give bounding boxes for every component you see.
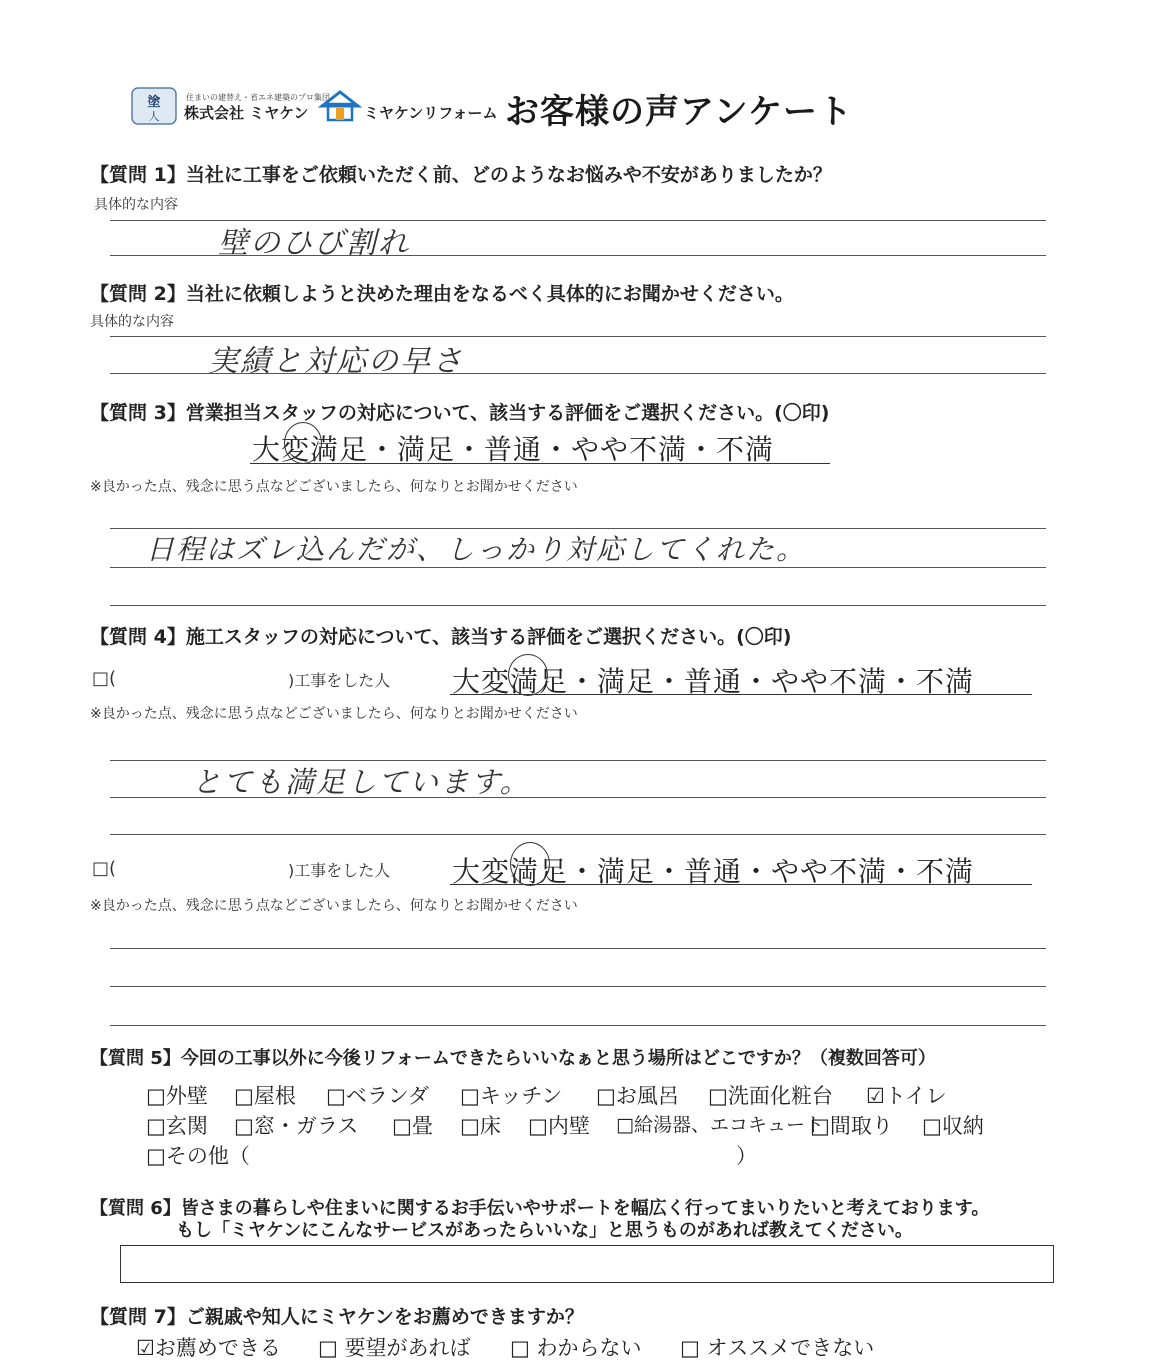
q4-worker1-note: ※良かった点、残念に思う点などございましたら、何なりとお聞かせください [90,706,578,722]
q7-option-recommend[interactable]: ☑お薦めできる [136,1336,281,1360]
q7-option-unknown[interactable]: □ わからない [510,1336,642,1360]
q7-label: 【質問 7】ご親戚や知人にミヤケンをお薦めできますか？ [90,1306,584,1328]
q7-option-if-requested[interactable]: □ 要望があれば [318,1336,471,1360]
q3-answer: 日程はズレ込んだが、しっかり対応してくれた。 [146,533,807,566]
q2-sub: 具体的な内容 [90,314,174,330]
q4-worker2-note: ※良かった点、残念に思う点などございましたら、何なりとお聞かせください [90,898,578,914]
q5-option-shuno[interactable]: □収納 [922,1114,984,1138]
q1-rule-bottom [110,255,1046,256]
q4-worker1-rating-underline [450,694,1032,695]
q5-option-other[interactable]: □その他（ [146,1144,250,1168]
q6-label-line1: 【質問 6】皆さまの暮らしや住まいに関するお手伝いやサポートを幅広く行ってまいりたいと考えております。 [90,1198,990,1219]
q4-worker2-suffix: )工事をした人 [288,861,391,880]
q6-label-line2: もし「ミヤケンにこんなサービスがあったらいいな」と思うものがあれば教えてください。 [176,1220,913,1241]
page-title: お客様の声アンケート [505,92,853,132]
q5-option-madori[interactable]: □間取り [810,1114,893,1138]
house-logo-icon [318,88,362,122]
q5-option-other-close: ） [736,1144,757,1168]
svg-text:塗: 塗 [147,95,161,110]
q4-worker1-prefix[interactable]: □( [92,668,117,689]
miyaken-emblem-icon [130,84,180,128]
q3-rating: 大変満足・満足・普通・やや不満・不満 [252,433,775,466]
q4-worker2-rule-2 [110,986,1046,987]
logo-miyaken [130,84,180,128]
q3-rating-underline [250,463,830,464]
q3-rule-3 [110,605,1046,606]
q3-label: 【質問 3】営業担当スタッフの対応について、該当する評価をご選択ください。(〇印) [90,402,830,424]
q1-label: 【質問 1】当社に工事をご依頼いただく前、どのようなお悩みや不安がありましたか？ [90,164,832,186]
q1-sub: 具体的な内容 [94,197,178,213]
q6-answer-box[interactable] [120,1245,1054,1283]
q4-worker2-rating-underline [450,884,1032,885]
logo1-company: 株式会社 ミヤケン [184,104,309,122]
q4-worker2-rule-1 [110,948,1046,949]
q7-option-not-recommend[interactable]: □ オススメできない [680,1336,875,1360]
q4-worker2-rating: 大変満足・満足・普通・やや不満・不満 [452,855,975,888]
logo2-company: ミヤケンリフォーム [364,104,498,122]
q3-rating-circle [284,422,322,464]
q5-option-tatami[interactable]: □畳 [392,1114,433,1138]
q4-worker2-rule-3 [110,1025,1046,1026]
q4-worker2-prefix[interactable]: □( [92,858,117,879]
q4-worker2-rating-circle [510,842,550,886]
q4-worker1-rating-circle [508,654,548,696]
q2-answer: 実績と対応の早さ [208,344,464,379]
q4-worker1-answer: とても満足しています。 [192,765,531,799]
q4-worker1-suffix: )工事をした人 [288,671,391,690]
q1-answer: 壁のひび割れ [218,226,410,261]
q5-option-kitchen[interactable]: □キッチン [460,1084,563,1108]
q3-rule-2 [110,567,1046,568]
logo1-tagline: 住まいの建替え・省エネ建築のプロ集団 [186,93,330,102]
q5-option-yane[interactable]: □屋根 [234,1084,296,1108]
logo-reform [318,88,362,122]
q2-rule-bottom [110,373,1046,374]
q5-option-genkan[interactable]: □玄関 [146,1114,208,1138]
q5-label: 【質問 5】今回の工事以外に今後リフォームできたらいいなぁと思う場所はどこですか？（複数回答可） [90,1048,936,1069]
q5-option-veranda[interactable]: □ベランダ [326,1084,430,1108]
q4-worker1-rating: 大変満足・満足・普通・やや不満・不満 [452,665,975,698]
q5-option-gaiheki[interactable]: □外壁 [146,1084,208,1108]
svg-text:人: 人 [148,110,160,123]
q5-option-kyutoki[interactable]: □給湯器、エコキュート [616,1114,824,1136]
q5-option-ofuro[interactable]: □お風呂 [596,1084,679,1108]
q4-label: 【質問 4】施工スタッフの対応について、該当する評価をご選択ください。(〇印) [90,626,792,648]
q5-option-yuka[interactable]: □床 [460,1114,501,1138]
q5-option-naiheki[interactable]: □内壁 [528,1114,590,1138]
q4-worker1-rule-2 [110,797,1046,798]
q5-option-mado[interactable]: □窓・ガラス [234,1114,359,1138]
q3-note: ※良かった点、残念に思う点などございましたら、何なりとお聞かせください [90,479,578,495]
q4-worker1-rule-3 [110,834,1046,835]
q5-option-senmen[interactable]: □洗面化粧台 [708,1084,833,1108]
q2-label: 【質問 2】当社に依頼しようと決めた理由をなるべく具体的にお聞かせください。 [90,283,794,305]
q5-option-toilet[interactable]: ☑トイレ [866,1084,947,1108]
